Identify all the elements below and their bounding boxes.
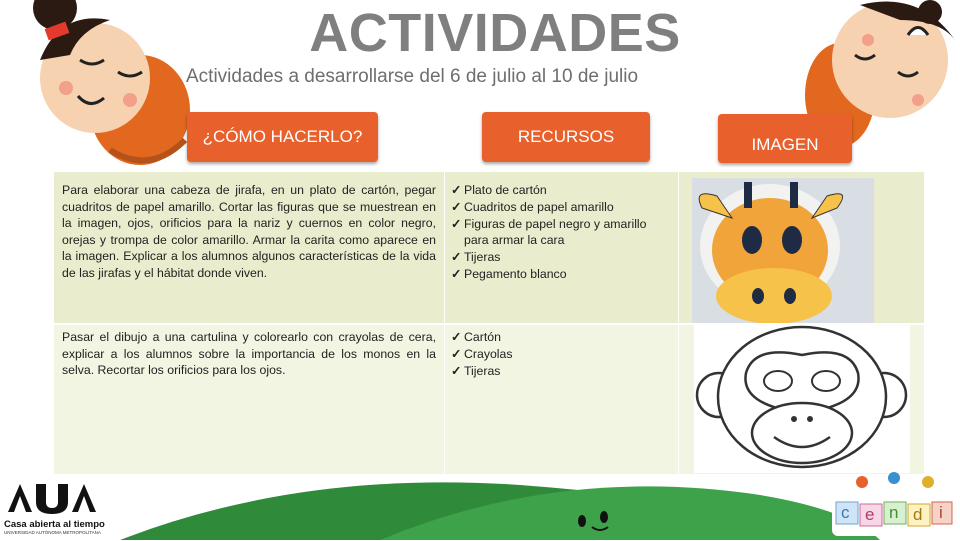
page-title: ACTIVIDADES xyxy=(309,3,681,63)
row-resources-list xyxy=(451,182,647,283)
table-row xyxy=(54,325,924,474)
row-description: Pasar el dibujo a una cartulina y colorearlo con crayolas de cera, explicar a los alumnos sobre la importancia de los monos en la selva. Recortar los orificios para los ojos. xyxy=(62,330,436,378)
cendi-letter: e xyxy=(865,505,875,524)
cendi-logo xyxy=(832,468,956,536)
cendi-letter: n xyxy=(889,503,899,522)
row-description: Para elaborar una cabeza de jirafa, en un plato de cartón, pegar cuadritos de papel amarillo. Cortar las figuras que se muestrean en la imagen, ojos, orificios para la nariz y cuernos en color negro, orejas y trompa de color amarillo. Armar la carita como aparece en la imagen. Explicar a los alumnos algunos características de la vida de las jirafas y el hábitat donde viven. xyxy=(62,183,436,280)
cendi-logo-art xyxy=(832,468,956,536)
page-subtitle: Actividades a desarrollarse del 6 de julio al 10 de julio xyxy=(186,66,639,87)
list-item: ✓ Crayolas xyxy=(451,346,647,363)
list-item: ✓ Pegamento blanco xyxy=(451,266,647,283)
column-divider xyxy=(444,172,445,474)
row-divider xyxy=(54,323,924,325)
column-divider xyxy=(678,172,679,474)
header-how-label: ¿CÓMO HACERLO? xyxy=(202,127,363,146)
list-item: ✓ Cartón xyxy=(451,329,647,346)
header-resources xyxy=(482,112,650,162)
row-resources-list xyxy=(451,329,647,379)
cendi-letter: d xyxy=(913,505,923,524)
cendi-letter: i xyxy=(939,503,943,522)
activities-table xyxy=(54,172,924,474)
table-row xyxy=(54,172,924,324)
logo-text: Casa abierta al tiempo xyxy=(4,519,105,530)
giraffe-craft-image xyxy=(692,178,874,324)
list-item: ✓ Tijeras xyxy=(451,363,647,380)
header-image xyxy=(718,114,852,163)
green-hills-illustration xyxy=(0,465,960,540)
list-item: ✓ Plato de cartón xyxy=(451,182,647,199)
uam-logo-mark xyxy=(0,478,110,514)
list-item: ✓ Cuadritos de papel amarillo xyxy=(451,199,647,216)
header-how xyxy=(187,112,378,162)
header-resources-label: RECURSOS xyxy=(517,127,615,146)
uam-logo xyxy=(0,478,110,540)
logo-subtext: UNIVERSIDAD AUTÓNOMA METROPOLITANA xyxy=(4,530,101,535)
list-item: ✓ Tijeras xyxy=(451,249,647,266)
list-item: ✓ Figuras de papel negro y amarillo para armar la cara xyxy=(451,216,647,250)
header-image-label: IMAGEN xyxy=(751,134,819,154)
monkey-mask-image xyxy=(694,325,910,473)
cendi-letter: c xyxy=(841,503,850,522)
